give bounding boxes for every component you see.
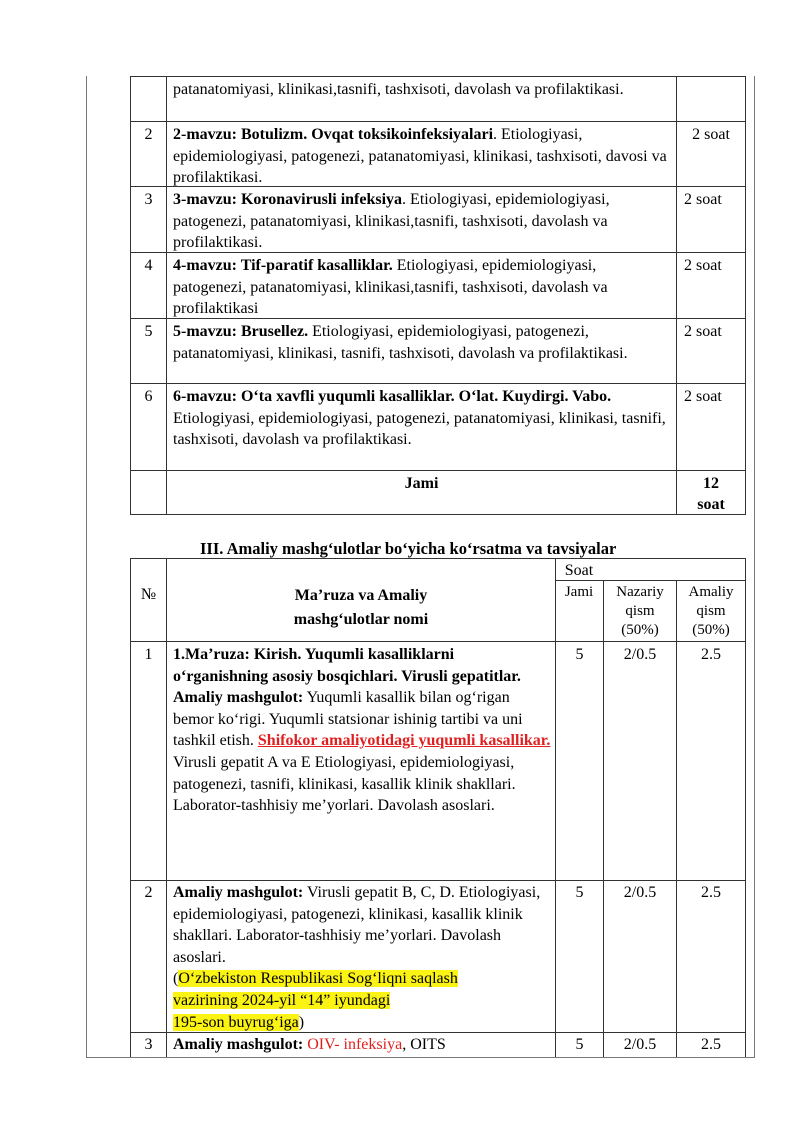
header-theory-3: (50%) — [621, 622, 659, 638]
topic-text: Etiologiyasi, epidemiologiyasi, patogenezi, patanatomiyasi, klinikasi, tasnifi, tashxisoti, davolash va profilaktikasi. — [173, 323, 628, 362]
header-theory-2: qism — [625, 603, 655, 619]
practice-row-content — [173, 644, 551, 817]
header-total: Jami — [564, 584, 594, 600]
top-row-number: 3 — [144, 191, 153, 208]
red-text: OIV- infeksiya — [307, 1036, 403, 1053]
header-practice-3: (50%) — [692, 622, 730, 638]
topic-title: 6-mavzu: O‘ta xavfli yuqumli kasalliklar. O‘lat. Kuydirgi. Vabo. — [173, 388, 612, 405]
topic-text: Etiologiyasi, epidemiologiyasi, patogenezi, patanatomiyasi, klinikasi, tasnifi, tashxisoti, davolash va profilaktikasi. — [173, 409, 666, 449]
top-row-hours: 2 soat — [692, 126, 730, 143]
top-row-topic — [173, 189, 673, 254]
paren-close: ) — [298, 1013, 305, 1031]
practice-row-total: 5 — [575, 646, 584, 663]
topic-title: 5-mavzu: Brusellez. — [173, 323, 309, 340]
highlight-line-1: O‘zbekiston Respublikasi Sog‘liqni saqlash — [178, 970, 458, 988]
practice-label: Amaliy mashgulot: — [173, 689, 304, 707]
top-row-topic — [173, 321, 673, 364]
top-row-topic — [173, 124, 673, 189]
practice-row-content — [173, 1034, 551, 1056]
practice-row-content — [173, 882, 551, 1033]
total-hours-unit: soat — [697, 496, 725, 513]
topic-title: 3-mavzu: Koronavirusli infeksiya — [173, 191, 403, 208]
header-practice-1: Amaliy — [688, 584, 734, 600]
practice-row-total: 5 — [575, 884, 584, 901]
top-row-number: 6 — [144, 388, 153, 405]
practice-label: Amaliy mashgulot: — [173, 884, 304, 901]
paren-open: ( — [173, 970, 179, 988]
header-number: № — [140, 586, 157, 603]
highlight-line-2: vazirining 2024-yil “14” iyundagi — [173, 991, 391, 1009]
top-row-hours: 2 soat — [684, 257, 722, 274]
practice-row-practice: 2.5 — [701, 1036, 721, 1053]
highlight-line-3: 195-son buyrug‘iga — [173, 1013, 299, 1031]
top-row-hours: 2 soat — [684, 191, 722, 208]
section-title: III. Amaliy mashg‘ulotlar bo‘yicha ko‘rsatma va tavsiyalar — [200, 539, 617, 558]
topic-text: . Etiologiyasi, epidemiologiyasi, patogenezi, patanatomiyasi, klinikasi,tasnifi, tashxisoti, davolash va profilaktikasi. — [173, 191, 610, 252]
practice-row-theory: 2/0.5 — [623, 646, 657, 663]
practice-row-number: 1 — [144, 646, 153, 663]
top-row-number: 2 — [144, 126, 153, 143]
top-row-topic — [173, 386, 673, 451]
top-row-hours: 2 soat — [684, 323, 722, 340]
top-row-text: patanatomiyasi, klinikasi,tasnifi, tashxisoti, davolash va profilaktikasi. — [173, 81, 624, 98]
topic-text: . Etiologiyasi, epidemiologiyasi, patogenezi, patanatomiyasi, klinikasi, tashxisoti, davosi va profilaktikasi. — [173, 126, 667, 187]
red-highlight-text: Shifokor amaliyotidagi yuqumli kasallikar. — [257, 732, 551, 750]
total-label: Jami — [404, 475, 439, 492]
topic-text: Etiologiyasi, epidemiologiyasi, patogenezi, patanatomiyasi, klinikasi,tasnifi, tashxisoti, davolash va profilaktikasi — [173, 257, 608, 318]
practice-label: Amaliy mashgulot: — [173, 1036, 304, 1053]
practice-row-practice: 2.5 — [701, 884, 721, 901]
practice-row-practice: 2.5 — [701, 646, 721, 663]
lecture-title: 1.Ma’ruza: Kirish. Yuqumli kasalliklarni o‘rganishning asosiy bosqichlari. Virusli gepatitlar. — [173, 646, 521, 685]
header-name-line1: Ma’ruza va Amaliy — [294, 587, 428, 604]
practice-rest-text: , OITS — [402, 1036, 446, 1053]
topic-title: 4-mavzu: Tif-paratif kasalliklar. — [173, 257, 393, 274]
top-row-number: 5 — [144, 323, 153, 340]
practice-text: Yuqumli kasallik bilan og‘rigan bemor ko‘rigi. Yuqumli statsionar ishinig tartibi va uni tashkil etish. — [173, 689, 523, 750]
practice-row-total: 5 — [575, 1036, 584, 1053]
top-row-number: 4 — [144, 257, 153, 274]
practice-rest-text: Virusli gepatit A va E Etiologiyasi, epidemiologiyasi, patogenezi, tasnifi, klinikasi, kasallik klinik shakllari. Laborator-tashhisiy me’yorlari. Davolash asoslari. — [173, 753, 516, 815]
header-name-line2: mashg‘ulotlar nomi — [293, 611, 429, 628]
header-hours: Soat — [564, 562, 594, 579]
topic-title: 2-mavzu: Botulizm. Ovqat toksikoinfeksiyalari — [173, 126, 494, 143]
practice-row-theory: 2/0.5 — [623, 1036, 657, 1053]
header-practice-2: qism — [696, 603, 726, 619]
practice-row-theory: 2/0.5 — [623, 884, 657, 901]
total-hours-number: 12 — [703, 475, 719, 492]
practice-row-number: 2 — [144, 884, 153, 901]
top-row-topic — [173, 255, 673, 320]
practice-row-number: 3 — [144, 1036, 153, 1053]
practice-text: Virusli gepatit B, C, D. Etiologiyasi, epidemiologiyasi, patogenezi, klinikasi, kasallik klinik shakllari. Laborator-tashhisiy me’yorlari. Davolash asoslari. — [173, 884, 541, 966]
top-row-hours: 2 soat — [684, 388, 722, 405]
header-theory-1: Nazariy — [616, 584, 664, 600]
